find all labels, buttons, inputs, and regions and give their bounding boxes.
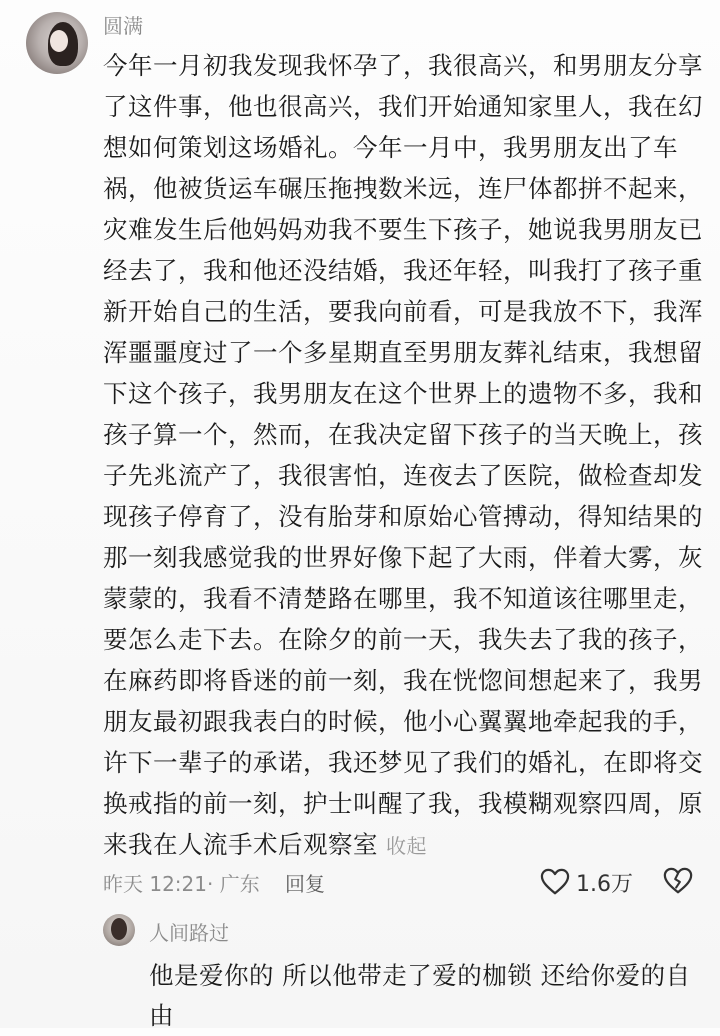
avatar[interactable] <box>26 12 88 74</box>
like-count: 1.6万 <box>576 871 633 897</box>
reply-username[interactable]: 人间路过 <box>149 921 229 945</box>
comment-body: 今年一月初我发现我怀孕了，我很高兴，和男朋友分享了这件事，他也很高兴，我们开始通知家里人，我在幻想如何策划这场婚礼。今年一月中，我男朋友出了车祸，他被货运车碾压拖拽数米远，连尸体都拼不起来，灾难发生后他妈妈劝我不要生下孩子，她说我男朋友已经去了，我和他还没结婚，我还年轻，叫我打了孩子重新开始自己的生活，要我向前看，可是我放不下，我浑浑噩噩度过了一个多星期直至男朋友葬礼结束，我想留下这个孩子，我男朋友在这个世界上的遗物不多，我和孩子算一个，然而，在我决定留下孩子的当天晚上，孩子先兆流产了，我很害怕，连夜去了医院，做检查却发现孩子停育了，没有胎芽和原始心管搏动，得知结果的那一刻我感觉我的世界好像下起了大雨，伴着大雾，灰蒙蒙的，我看不清楚路在哪里，我不知道该往哪里走，要怎么走下去。在除夕的前一天，我失去了我的孩子，在麻药即将昏迷的前一刻，我在恍惚间想起来了，我男朋友最初跟我表白的时候，他小心翼翼地牵起我的手，许下一辈子的承诺，我还梦见了我们的婚礼，在即将交换戒指的前一刻，护士叫醒了我，我模糊观察四周，原来我在人流手术后观察室 <box>103 51 703 859</box>
comment-text <box>103 45 703 867</box>
reply-text: 他是爱你的 所以他带走了爱的枷锁 还给你爱的自由 <box>149 961 691 1030</box>
reply-avatar-hair <box>111 918 127 940</box>
broken-heart-icon[interactable] <box>663 866 693 896</box>
reply-avatar[interactable] <box>103 914 135 946</box>
heart-outline-icon <box>540 868 570 896</box>
avatar-face <box>50 30 68 52</box>
like-button[interactable] <box>540 864 633 900</box>
reply-button[interactable]: 回复 <box>285 872 325 896</box>
collapse-button[interactable]: 收起 <box>386 834 427 858</box>
comment-username[interactable]: 圆满 <box>103 14 143 38</box>
comment-meta-row <box>103 864 693 900</box>
comment-time-location: 昨天 12:21· 广东 <box>103 872 260 896</box>
